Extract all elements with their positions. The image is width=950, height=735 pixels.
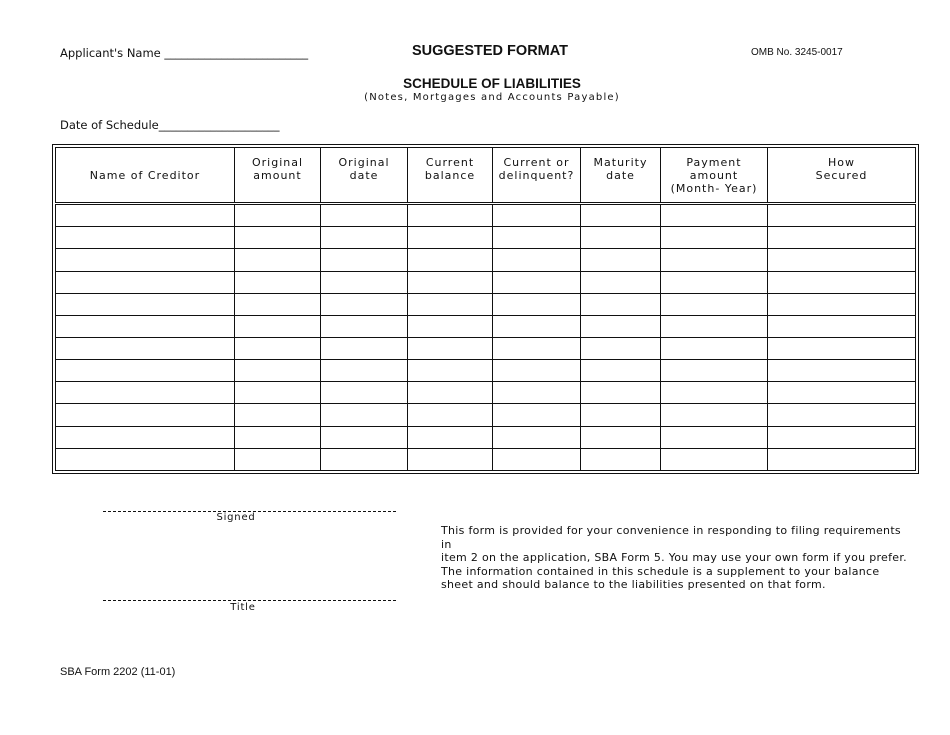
table-cell[interactable]	[56, 315, 235, 337]
table-cell[interactable]	[768, 404, 916, 426]
table-cell[interactable]	[581, 293, 661, 315]
notice-line: This form is provided for your convenience in responding to filing requirements in	[441, 524, 901, 551]
table-row	[56, 204, 916, 227]
column-header-line: Original	[338, 156, 390, 169]
form-notice	[441, 524, 911, 592]
table-cell[interactable]	[493, 337, 581, 359]
table-cell[interactable]	[235, 315, 321, 337]
table-row	[56, 227, 916, 249]
table-cell[interactable]	[768, 360, 916, 382]
table-row	[56, 404, 916, 426]
suggested-format-title: SUGGESTED FORMAT	[411, 43, 568, 59]
table-cell[interactable]	[56, 448, 235, 470]
column-header-line: How	[828, 156, 855, 169]
table-cell[interactable]	[408, 315, 493, 337]
table-cell[interactable]	[235, 360, 321, 382]
date-of-schedule-label: Date of Schedule_____________________	[60, 118, 280, 132]
table-cell[interactable]	[56, 227, 235, 249]
table-cell[interactable]	[581, 315, 661, 337]
table-cell[interactable]	[661, 315, 768, 337]
table-cell[interactable]	[768, 315, 916, 337]
table-cell[interactable]	[56, 382, 235, 404]
table-cell[interactable]	[661, 204, 768, 227]
table-cell[interactable]	[493, 271, 581, 293]
table-cell[interactable]	[321, 315, 408, 337]
table-cell[interactable]	[768, 337, 916, 359]
table-row	[56, 337, 916, 359]
table-cell[interactable]	[235, 426, 321, 448]
table-cell[interactable]	[56, 293, 235, 315]
table-cell[interactable]	[493, 315, 581, 337]
table-cell[interactable]	[235, 337, 321, 359]
table-cell[interactable]	[235, 382, 321, 404]
notice-line: item 2 on the application, SBA Form 5. You may use your own form if you prefer.	[441, 551, 907, 564]
table-cell[interactable]	[235, 448, 321, 470]
table-cell[interactable]	[408, 293, 493, 315]
table-cell[interactable]	[661, 448, 768, 470]
column-header	[408, 148, 493, 204]
table-cell[interactable]	[581, 204, 661, 227]
table-cell[interactable]	[581, 360, 661, 382]
table-cell[interactable]	[235, 271, 321, 293]
column-header-line: Name of Creditor	[89, 168, 201, 182]
table-cell[interactable]	[581, 227, 661, 249]
table-cell[interactable]	[56, 204, 235, 227]
table-cell[interactable]	[408, 271, 493, 293]
column-header-line: date	[606, 169, 635, 182]
table-cell[interactable]	[408, 360, 493, 382]
table-cell[interactable]	[408, 249, 493, 271]
table-cell[interactable]	[661, 426, 768, 448]
column-header	[493, 148, 581, 204]
table-cell[interactable]	[661, 360, 768, 382]
table-cell[interactable]	[56, 249, 235, 271]
table-cell[interactable]	[321, 227, 408, 249]
table-cell[interactable]	[56, 426, 235, 448]
table-cell[interactable]	[581, 271, 661, 293]
table-cell[interactable]	[235, 227, 321, 249]
table-cell[interactable]	[661, 382, 768, 404]
table-cell[interactable]	[768, 448, 916, 470]
column-header-line: Current or	[503, 156, 570, 169]
table-cell[interactable]	[768, 227, 916, 249]
table-row	[56, 426, 916, 448]
column-header-line: amount	[689, 168, 739, 182]
table-cell[interactable]	[768, 204, 916, 227]
table-row	[56, 293, 916, 315]
table-cell[interactable]	[56, 404, 235, 426]
table-cell[interactable]	[321, 448, 408, 470]
table-cell[interactable]	[408, 337, 493, 359]
column-header	[321, 148, 408, 204]
column-header-line: Maturity	[593, 156, 648, 169]
table-cell[interactable]	[661, 404, 768, 426]
table-cell[interactable]	[581, 382, 661, 404]
notice-line: The information contained in this schedule is a supplement to your balance	[441, 564, 880, 578]
table-cell[interactable]	[321, 204, 408, 227]
table-cell[interactable]	[581, 249, 661, 271]
table-cell[interactable]	[493, 293, 581, 315]
table-cell[interactable]	[661, 271, 768, 293]
form-identifier: SBA Form 2202 (11-01)	[60, 666, 176, 678]
column-header	[581, 148, 661, 204]
table-cell[interactable]	[321, 404, 408, 426]
table-cell[interactable]	[493, 249, 581, 271]
table-body	[56, 204, 916, 471]
column-header-line: Original	[251, 156, 304, 169]
table-header-row	[56, 148, 916, 204]
column-header	[235, 148, 321, 204]
column-header	[768, 148, 916, 204]
table-cell[interactable]	[321, 249, 408, 271]
title-line	[103, 600, 396, 601]
table-cell[interactable]	[321, 360, 408, 382]
table-row	[56, 249, 916, 271]
title-label: Title	[230, 602, 256, 613]
table-cell[interactable]	[581, 426, 661, 448]
table-cell[interactable]	[235, 293, 321, 315]
table-cell[interactable]	[493, 426, 581, 448]
table-row	[56, 382, 916, 404]
table-cell[interactable]	[661, 249, 768, 271]
signed-label: Signed	[216, 512, 256, 523]
applicant-name-label: Applicant's Name _________________________	[60, 46, 309, 60]
table-row	[56, 360, 916, 382]
column-header	[661, 148, 768, 204]
table-cell[interactable]	[768, 249, 916, 271]
table-cell[interactable]	[768, 293, 916, 315]
table-cell[interactable]	[56, 337, 235, 359]
column-header-line: (Month- Year)	[670, 181, 758, 195]
column-header-line: balance	[424, 169, 476, 182]
table-cell[interactable]	[408, 426, 493, 448]
notice-line: sheet and should balance to the liabilities presented on that form.	[441, 578, 826, 591]
table-cell[interactable]	[321, 337, 408, 359]
table-cell[interactable]	[493, 404, 581, 426]
table-cell[interactable]	[408, 227, 493, 249]
table-cell[interactable]	[235, 249, 321, 271]
column-header-line: amount	[253, 169, 302, 182]
table-cell[interactable]	[321, 293, 408, 315]
table-cell[interactable]	[321, 426, 408, 448]
table-cell[interactable]	[321, 271, 408, 293]
table-cell[interactable]	[408, 448, 493, 470]
column-header-line: date	[349, 169, 379, 182]
table-cell[interactable]	[408, 382, 493, 404]
liabilities-table	[52, 144, 919, 474]
column-header-line: Payment	[686, 155, 742, 169]
table-cell[interactable]	[661, 337, 768, 359]
table-cell[interactable]	[235, 404, 321, 426]
omb-number: OMB No. 3245-0017	[751, 47, 843, 58]
table-cell[interactable]	[408, 404, 493, 426]
table-cell[interactable]	[321, 382, 408, 404]
table-cell[interactable]	[493, 227, 581, 249]
table-cell[interactable]	[493, 448, 581, 470]
table-cell[interactable]	[661, 293, 768, 315]
table-cell[interactable]	[768, 382, 916, 404]
table-cell[interactable]	[56, 360, 235, 382]
table-row	[56, 271, 916, 293]
table-cell[interactable]	[56, 271, 235, 293]
table-cell[interactable]	[581, 404, 661, 426]
column-header-line: Secured	[815, 169, 868, 182]
table-cell[interactable]	[768, 426, 916, 448]
table-cell[interactable]	[408, 204, 493, 227]
column-header	[56, 148, 235, 204]
table-cell[interactable]	[493, 204, 581, 227]
table-cell[interactable]	[581, 448, 661, 470]
table-cell[interactable]	[493, 360, 581, 382]
column-header-line: Current	[425, 156, 475, 169]
table-cell[interactable]	[581, 337, 661, 359]
table-row	[56, 315, 916, 337]
table-cell[interactable]	[661, 227, 768, 249]
table-cell[interactable]	[235, 204, 321, 227]
table-row	[56, 448, 916, 470]
table-cell[interactable]	[768, 271, 916, 293]
schedule-subtitle: (Notes, Mortgages and Accounts Payable)	[364, 92, 620, 103]
column-header-line: delinquent?	[498, 169, 575, 182]
schedule-title: SCHEDULE OF LIABILITIES	[403, 76, 581, 91]
table-cell[interactable]	[493, 382, 581, 404]
